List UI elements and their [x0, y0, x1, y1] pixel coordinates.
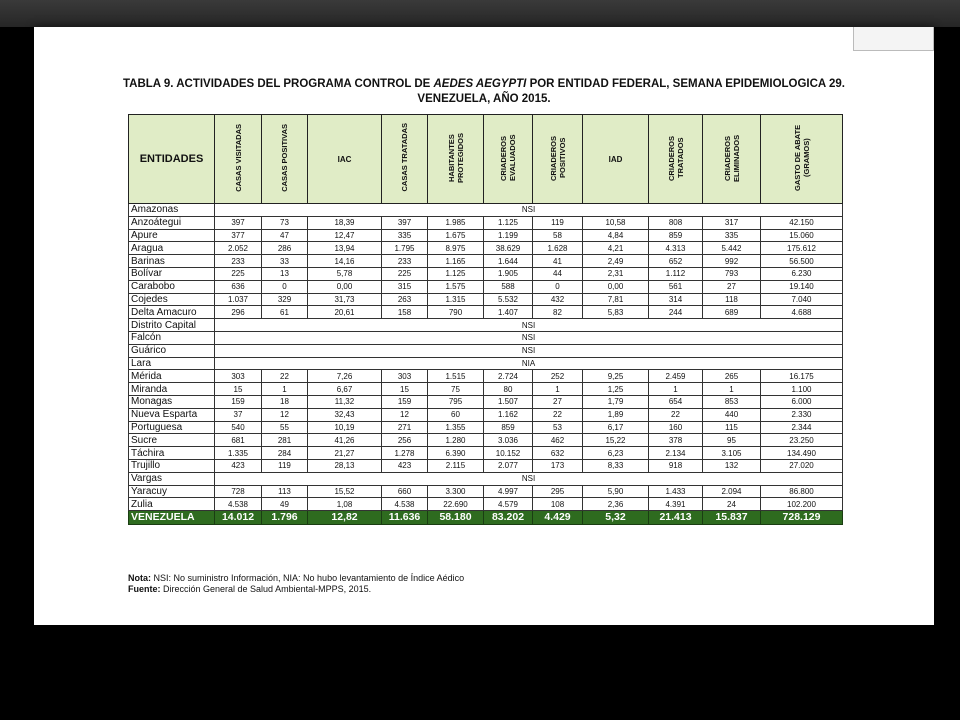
entity-name: Zulia: [129, 498, 215, 511]
table-cell: 2.094: [703, 485, 761, 498]
table-cell: 1,25: [583, 383, 649, 396]
merged-status-cell: NSI: [215, 331, 843, 344]
table-cell: 1.100: [761, 383, 843, 396]
table-cell: 15.060: [761, 229, 843, 242]
table-cell: 5,83: [583, 306, 649, 319]
table-row: [129, 408, 843, 421]
table-cell: 1: [262, 383, 308, 396]
table-cell: 22: [649, 408, 703, 421]
table-cell: 61: [262, 306, 308, 319]
table-cell: 1.575: [428, 280, 484, 293]
entity-name: Delta Amacuro: [129, 306, 215, 319]
total-cell: 58.180: [428, 511, 484, 525]
table-cell: 1.644: [484, 255, 533, 268]
table-row: [129, 204, 843, 217]
table-cell: 9,25: [583, 370, 649, 383]
table-cell: 728: [215, 485, 262, 498]
table-cell: 853: [703, 395, 761, 408]
table-body: [129, 204, 843, 525]
entity-name: Bolívar: [129, 267, 215, 280]
table-cell: 60: [428, 408, 484, 421]
table-cell: 31,73: [308, 293, 382, 306]
table-cell: 1.280: [428, 434, 484, 447]
merged-status-cell: NSI: [215, 319, 843, 332]
table-cell: 2,31: [583, 267, 649, 280]
table-row: [129, 229, 843, 242]
column-header: [484, 115, 533, 204]
table-cell: 47: [262, 229, 308, 242]
table-cell: 225: [382, 267, 428, 280]
table-cell: 335: [703, 229, 761, 242]
table-row: [129, 280, 843, 293]
table-cell: 795: [428, 395, 484, 408]
table-cell: 44: [533, 267, 583, 280]
table-cell: 1.162: [484, 408, 533, 421]
column-header: [703, 115, 761, 204]
table-cell: 4.538: [215, 498, 262, 511]
table-cell: 2.344: [761, 421, 843, 434]
table-row: [129, 447, 843, 460]
table-cell: 159: [215, 395, 262, 408]
column-header-label: GASTO DE ABATE (GRAMOS): [792, 124, 811, 191]
table-cell: 440: [703, 408, 761, 421]
table-cell: 1.199: [484, 229, 533, 242]
table-cell: 1: [703, 383, 761, 396]
column-header-label: CRIADEROS ELIMINADOS: [722, 133, 741, 182]
entity-name: Nueva Esparta: [129, 408, 215, 421]
table-row: [129, 293, 843, 306]
entity-name: Táchira: [129, 447, 215, 460]
table-cell: 859: [649, 229, 703, 242]
table-cell: 632: [533, 447, 583, 460]
table-cell: 41,26: [308, 434, 382, 447]
table-cell: 6.230: [761, 267, 843, 280]
table-cell: 315: [382, 280, 428, 293]
table-cell: 1,89: [583, 408, 649, 421]
table-cell: 49: [262, 498, 308, 511]
entity-name: Yaracuy: [129, 485, 215, 498]
table-cell: 2,49: [583, 255, 649, 268]
table-row: [129, 357, 843, 370]
table-cell: 18: [262, 395, 308, 408]
table-cell: 295: [533, 485, 583, 498]
merged-status-cell: NSI: [215, 344, 843, 357]
table-cell: 1.335: [215, 447, 262, 460]
table-cell: 4.391: [649, 498, 703, 511]
table-row: [129, 485, 843, 498]
table-cell: 1.433: [649, 485, 703, 498]
table-cell: 0: [262, 280, 308, 293]
table-cell: 317: [703, 216, 761, 229]
table-cell: 1.165: [428, 255, 484, 268]
table-row: [129, 459, 843, 472]
entity-name: Trujillo: [129, 459, 215, 472]
entity-name: Distrito Capital: [129, 319, 215, 332]
table-cell: 4.688: [761, 306, 843, 319]
table-cell: 1.795: [382, 242, 428, 255]
table-cell: 432: [533, 293, 583, 306]
entity-name: Portuguesa: [129, 421, 215, 434]
total-cell: 21.413: [649, 511, 703, 525]
table-row: [129, 421, 843, 434]
total-cell: 11.636: [382, 511, 428, 525]
total-row: [129, 511, 843, 525]
table-cell: 21,27: [308, 447, 382, 460]
table-cell: 6,23: [583, 447, 649, 460]
entity-name: Amazonas: [129, 204, 215, 217]
table-row: [129, 319, 843, 332]
table-cell: 263: [382, 293, 428, 306]
table-cell: 13,94: [308, 242, 382, 255]
table-cell: 6.390: [428, 447, 484, 460]
table-cell: 1.407: [484, 306, 533, 319]
table-cell: 22: [533, 408, 583, 421]
table-cell: 4,21: [583, 242, 649, 255]
table-cell: 95: [703, 434, 761, 447]
total-cell: 728.129: [761, 511, 843, 525]
table-cell: 7,81: [583, 293, 649, 306]
table-cell: 1.628: [533, 242, 583, 255]
table-cell: 652: [649, 255, 703, 268]
table-cell: 1: [649, 383, 703, 396]
table-row: [129, 331, 843, 344]
table-cell: 296: [215, 306, 262, 319]
table-cell: 15,52: [308, 485, 382, 498]
table-cell: 660: [382, 485, 428, 498]
table-cell: 4.997: [484, 485, 533, 498]
table-cell: 2.459: [649, 370, 703, 383]
merged-status-cell: NIA: [215, 357, 843, 370]
table-row: [129, 216, 843, 229]
column-header: [649, 115, 703, 204]
total-cell: 14.012: [215, 511, 262, 525]
table-cell: 397: [382, 216, 428, 229]
table-cell: 588: [484, 280, 533, 293]
table-cell: 286: [262, 242, 308, 255]
table-cell: 11,32: [308, 395, 382, 408]
entity-name: Apure: [129, 229, 215, 242]
table-cell: 233: [382, 255, 428, 268]
table-cell: 23.250: [761, 434, 843, 447]
table-cell: 2,36: [583, 498, 649, 511]
table-cell: 6,67: [308, 383, 382, 396]
table-cell: 1.675: [428, 229, 484, 242]
table-cell: 33: [262, 255, 308, 268]
table-cell: 12: [382, 408, 428, 421]
table-cell: 27: [533, 395, 583, 408]
column-header: [428, 115, 484, 204]
column-header-label: CASAS VISITADAS: [233, 123, 243, 192]
table-cell: 790: [428, 306, 484, 319]
table-cell: 2.134: [649, 447, 703, 460]
column-header: IAD: [583, 115, 649, 204]
table-cell: 27: [703, 280, 761, 293]
total-cell: 12,82: [308, 511, 382, 525]
total-cell: 4.429: [533, 511, 583, 525]
table-cell: 32,43: [308, 408, 382, 421]
table-cell: 53: [533, 421, 583, 434]
table-cell: 225: [215, 267, 262, 280]
table-cell: 423: [382, 459, 428, 472]
window-top-band: [0, 0, 960, 27]
column-header-label: CRIADEROS POSITIVOS: [548, 135, 567, 181]
table-cell: 7,26: [308, 370, 382, 383]
table-cell: 160: [649, 421, 703, 434]
table-cell: 134.490: [761, 447, 843, 460]
data-table-container: [128, 114, 842, 525]
header-row: [129, 115, 843, 204]
table-cell: 335: [382, 229, 428, 242]
column-header: IAC: [308, 115, 382, 204]
table-cell: 654: [649, 395, 703, 408]
entity-name: Monagas: [129, 395, 215, 408]
table-row: [129, 472, 843, 485]
table-cell: 24: [703, 498, 761, 511]
merged-status-cell: NSI: [215, 204, 843, 217]
table-cell: 3.036: [484, 434, 533, 447]
table-cell: 75: [428, 383, 484, 396]
table-cell: 18,39: [308, 216, 382, 229]
entity-name: Guárico: [129, 344, 215, 357]
table-cell: 10,58: [583, 216, 649, 229]
table-cell: 159: [382, 395, 428, 408]
table-cell: 12: [262, 408, 308, 421]
table-cell: 0,00: [583, 280, 649, 293]
table-cell: 377: [215, 229, 262, 242]
slide-page: [34, 27, 934, 625]
table-cell: 5.532: [484, 293, 533, 306]
table-cell: 244: [649, 306, 703, 319]
entity-name: Lara: [129, 357, 215, 370]
table-cell: 80: [484, 383, 533, 396]
table-cell: 15,22: [583, 434, 649, 447]
table-row: [129, 395, 843, 408]
column-header: [262, 115, 308, 204]
table-cell: 16.175: [761, 370, 843, 383]
table-cell: 423: [215, 459, 262, 472]
table-cell: 3.105: [703, 447, 761, 460]
table-cell: 118: [703, 293, 761, 306]
table-cell: 158: [382, 306, 428, 319]
table-cell: 13: [262, 267, 308, 280]
table-cell: 15: [382, 383, 428, 396]
corner-window-widget: [853, 27, 934, 51]
table-cell: 1,79: [583, 395, 649, 408]
total-cell: 83.202: [484, 511, 533, 525]
table-cell: 265: [703, 370, 761, 383]
table-cell: 14,16: [308, 255, 382, 268]
table-row: [129, 383, 843, 396]
table-cell: 303: [382, 370, 428, 383]
column-header: [382, 115, 428, 204]
table-cell: 2.330: [761, 408, 843, 421]
title-line-2: VENEZUELA, AÑO 2015.: [417, 93, 551, 105]
table-cell: 10,19: [308, 421, 382, 434]
table-cell: 1.315: [428, 293, 484, 306]
table-cell: 0: [533, 280, 583, 293]
table-cell: 1.125: [428, 267, 484, 280]
table-cell: 113: [262, 485, 308, 498]
table-cell: 38.629: [484, 242, 533, 255]
table-cell: 8.975: [428, 242, 484, 255]
table-row: [129, 344, 843, 357]
table-cell: 462: [533, 434, 583, 447]
table-cell: 561: [649, 280, 703, 293]
table-cell: 314: [649, 293, 703, 306]
table-row: [129, 370, 843, 383]
table-cell: 4.579: [484, 498, 533, 511]
entity-name: Falcón: [129, 331, 215, 344]
table-cell: 271: [382, 421, 428, 434]
table-cell: 108: [533, 498, 583, 511]
table-row: [129, 267, 843, 280]
table-row: [129, 434, 843, 447]
table-cell: 540: [215, 421, 262, 434]
column-header: [761, 115, 843, 204]
table-cell: 1.125: [484, 216, 533, 229]
title-line-1: TABLA 9. ACTIVIDADES DEL PROGRAMA CONTROL DE AEDES AEGYPTI POR ENTIDAD FEDERAL, SEMANA EPIDEMIOLOGICA 29.: [122, 78, 845, 90]
table-row: [129, 306, 843, 319]
notes: [128, 573, 464, 595]
table-cell: 1.515: [428, 370, 484, 383]
table-cell: 37: [215, 408, 262, 421]
total-cell: 1.796: [262, 511, 308, 525]
table-cell: 19.140: [761, 280, 843, 293]
data-table: [128, 114, 843, 525]
table-cell: 329: [262, 293, 308, 306]
total-cell: 15.837: [703, 511, 761, 525]
total-cell: 5,32: [583, 511, 649, 525]
table-cell: 173: [533, 459, 583, 472]
table-title: [34, 77, 934, 107]
table-cell: 55: [262, 421, 308, 434]
table-cell: 7.040: [761, 293, 843, 306]
entity-name: Carabobo: [129, 280, 215, 293]
table-cell: 281: [262, 434, 308, 447]
table-row: [129, 242, 843, 255]
table-cell: 82: [533, 306, 583, 319]
total-label: VENEZUELA: [129, 511, 215, 525]
table-cell: 1: [533, 383, 583, 396]
merged-status-cell: NSI: [215, 472, 843, 485]
column-header: [533, 115, 583, 204]
table-cell: 3.300: [428, 485, 484, 498]
table-cell: 1.905: [484, 267, 533, 280]
source-line: Fuente: Dirección General de Salud Ambiental-MPPS, 2015.: [128, 584, 372, 594]
table-row: [129, 255, 843, 268]
table-cell: 793: [703, 267, 761, 280]
entity-name: Mérida: [129, 370, 215, 383]
table-cell: 41: [533, 255, 583, 268]
table-cell: 6,17: [583, 421, 649, 434]
table-cell: 1.985: [428, 216, 484, 229]
table-cell: 58: [533, 229, 583, 242]
table-cell: 1.507: [484, 395, 533, 408]
entity-name: Vargas: [129, 472, 215, 485]
table-cell: 115: [703, 421, 761, 434]
table-cell: 6.000: [761, 395, 843, 408]
table-cell: 2.724: [484, 370, 533, 383]
table-cell: 4.313: [649, 242, 703, 255]
table-cell: 252: [533, 370, 583, 383]
column-header-label: CASAS POSITIVAS: [280, 123, 289, 192]
table-cell: 22: [262, 370, 308, 383]
table-cell: 808: [649, 216, 703, 229]
table-cell: 119: [533, 216, 583, 229]
table-cell: 1.112: [649, 267, 703, 280]
note-line: Nota: NSI: No suministro Información, NIA: No hubo levantamiento de Índice Aédico: [128, 573, 465, 583]
table-cell: 42.150: [761, 216, 843, 229]
table-cell: 5,90: [583, 485, 649, 498]
table-cell: 119: [262, 459, 308, 472]
table-cell: 5,78: [308, 267, 382, 280]
table-cell: 5.442: [703, 242, 761, 255]
table-cell: 1.278: [382, 447, 428, 460]
entity-name: Sucre: [129, 434, 215, 447]
entity-name: Miranda: [129, 383, 215, 396]
column-header: [215, 115, 262, 204]
table-cell: 28,13: [308, 459, 382, 472]
column-header-label: CASAS TRATADAS: [400, 123, 409, 192]
table-cell: 73: [262, 216, 308, 229]
table-cell: 86.800: [761, 485, 843, 498]
table-cell: 0,00: [308, 280, 382, 293]
table-row: [129, 498, 843, 511]
table-cell: 256: [382, 434, 428, 447]
entity-name: Anzoátegui: [129, 216, 215, 229]
table-cell: 1.037: [215, 293, 262, 306]
table-cell: 132: [703, 459, 761, 472]
table-cell: 102.200: [761, 498, 843, 511]
table-cell: 10.152: [484, 447, 533, 460]
table-cell: 27.020: [761, 459, 843, 472]
entity-name: Barinas: [129, 255, 215, 268]
table-cell: 2.077: [484, 459, 533, 472]
table-cell: 175.612: [761, 242, 843, 255]
table-cell: 303: [215, 370, 262, 383]
column-header-label: HABITANTES PROTEGIDOS: [446, 132, 465, 183]
table-cell: 1,08: [308, 498, 382, 511]
table-cell: 12,47: [308, 229, 382, 242]
table-cell: 8,33: [583, 459, 649, 472]
entity-name: Cojedes: [129, 293, 215, 306]
table-cell: 4,84: [583, 229, 649, 242]
table-cell: 689: [703, 306, 761, 319]
table-cell: 1.355: [428, 421, 484, 434]
column-header-label: CRIADEROS TRATADOS: [666, 135, 685, 181]
table-cell: 284: [262, 447, 308, 460]
table-cell: 918: [649, 459, 703, 472]
table-cell: 378: [649, 434, 703, 447]
table-cell: 4.538: [382, 498, 428, 511]
table-cell: 233: [215, 255, 262, 268]
table-cell: 2.052: [215, 242, 262, 255]
table-cell: 992: [703, 255, 761, 268]
header-entidades: ENTIDADES: [129, 115, 215, 204]
table-cell: 2.115: [428, 459, 484, 472]
entity-name: Aragua: [129, 242, 215, 255]
table-cell: 20,61: [308, 306, 382, 319]
table-cell: 22.690: [428, 498, 484, 511]
table-cell: 859: [484, 421, 533, 434]
table-cell: 681: [215, 434, 262, 447]
table-cell: 56.500: [761, 255, 843, 268]
table-cell: 397: [215, 216, 262, 229]
table-cell: 15: [215, 383, 262, 396]
table-cell: 636: [215, 280, 262, 293]
column-header-label: CRIADEROS EVALUADOS: [499, 134, 517, 181]
